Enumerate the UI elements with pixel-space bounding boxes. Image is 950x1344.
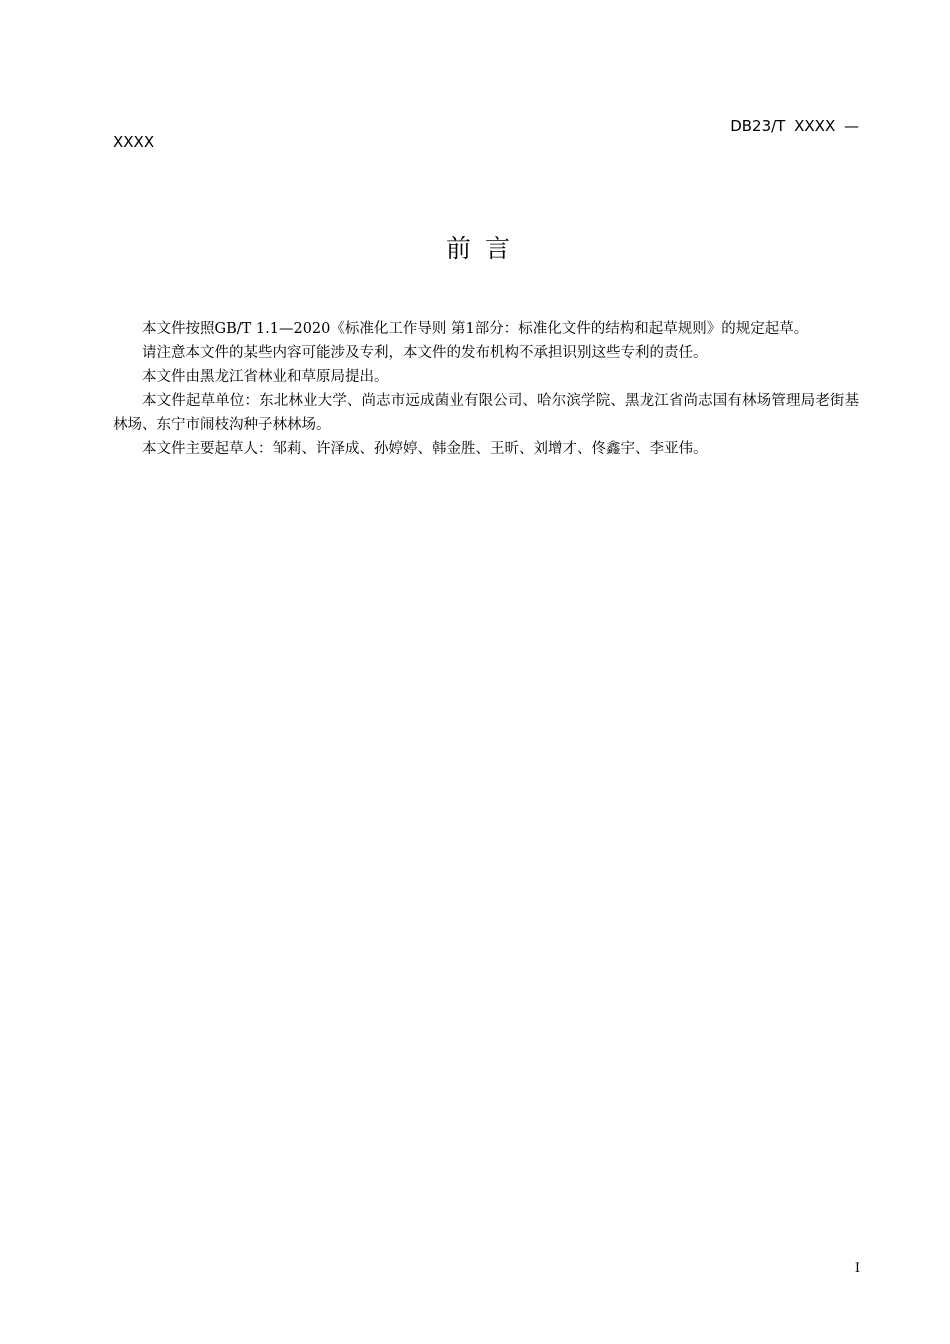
page-title: 前言	[445, 234, 524, 263]
paragraph-patent-notice: 请注意本文件的某些内容可能涉及专利，本文件的发布机构不承担识别这些专利的责任。	[142, 345, 708, 361]
foreword-body	[113, 317, 859, 461]
paragraph-proposer: 本文件由黑龙江省林业和草原局提出。	[142, 369, 389, 385]
paragraph-drafting-rules: 本文件按照GB/T 1.1—2020《标准化工作导则 第1部分：标准化文件的结构和起草规则》的规定起草。	[142, 321, 809, 337]
paragraph-drafters: 本文件主要起草人：邹莉、许泽成、孙婷婷、韩金胜、王昕、刘增才、佟鑫宇、李亚伟。	[142, 441, 708, 457]
paragraph-drafting-units: 本文件起草单位：东北林业大学、尚志市远成菌业有限公司、哈尔滨学院、黑龙江省尚志国有林场管理局老街基林场、东宁市闹枝沟种子林林场。	[113, 393, 859, 433]
standard-code-header: DB23/T XXXX —	[730, 117, 859, 135]
page-number: I	[854, 1261, 860, 1276]
standard-code-header-continuation: XXXX	[113, 133, 155, 151]
